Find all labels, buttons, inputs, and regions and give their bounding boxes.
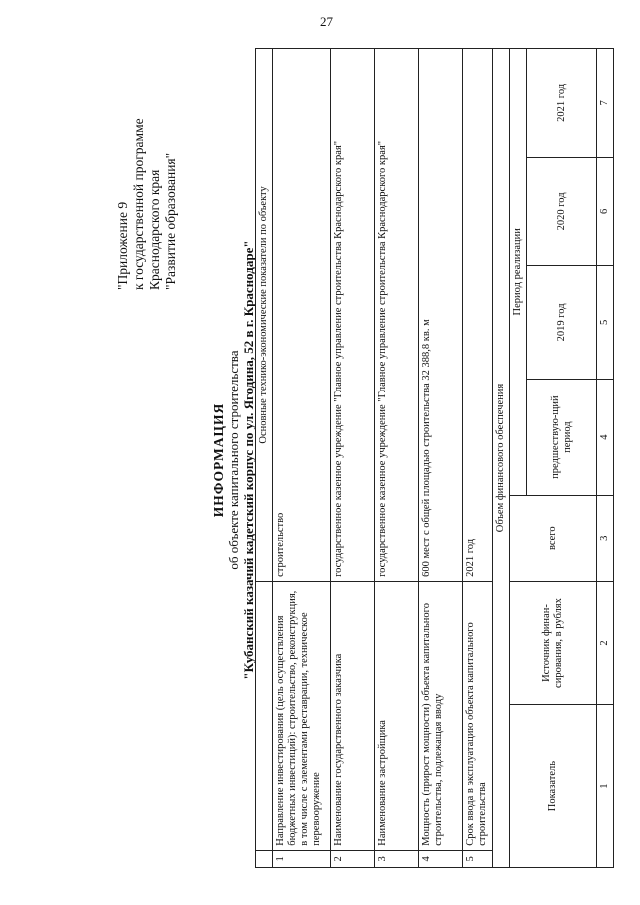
- col-number: 6: [597, 157, 614, 266]
- row-value: государственное казенное учреждение "Главное управление строительства Краснодарского края": [331, 49, 375, 582]
- title-line-3: "Кубанский казачий кадетский корпус по ул. Ягодина, 52 в г. Краснодаре": [241, 240, 256, 680]
- row-value: строительство: [273, 49, 331, 582]
- col-number: 3: [597, 495, 614, 581]
- table-row: [375, 49, 419, 868]
- column-number-row: [597, 49, 614, 868]
- appendix-note: [115, 50, 179, 290]
- table-row: [331, 49, 375, 868]
- table-row: [256, 49, 273, 868]
- header-source: Источник финан-сирования, в рублях: [510, 581, 597, 704]
- row-number: 5: [463, 850, 493, 867]
- section-header: Основные технико-экономические показатели по объекту: [256, 49, 273, 582]
- appendix-line: Краснодарского края: [147, 169, 162, 290]
- table-row: [463, 49, 493, 868]
- title-line-2: об объекте капитального строительства: [226, 350, 241, 570]
- header-2019: 2019 год: [527, 266, 597, 379]
- row-label: Наименование государственного заказчика: [331, 581, 375, 850]
- col-number: 1: [597, 705, 614, 868]
- header-indicator: Показатель: [510, 705, 597, 868]
- row-label: Срок ввода в эксплуатацию объекта капитального строительства: [463, 581, 493, 850]
- header-total: всего: [510, 495, 597, 581]
- row-value: 600 мест с общей площадью строительства 32 388,8 кв. м: [419, 49, 463, 582]
- section-header: Объем финансового обеспечения: [493, 49, 510, 868]
- table-row: [493, 49, 510, 868]
- row-label: Наименование застройщика: [375, 581, 419, 850]
- document-title: [211, 40, 256, 880]
- header-2020: 2020 год: [527, 157, 597, 266]
- col-number: 4: [597, 379, 614, 495]
- appendix-line: к государственной программе: [131, 118, 146, 290]
- header-2021: 2021 год: [527, 49, 597, 158]
- table-header-row: [510, 49, 527, 868]
- row-label: Направление инвестирования (цель осуществления бюджетных инвестиций): строительство, реконструкция, в том числе с элементами реставрации, техническое перевооружение: [273, 581, 331, 850]
- col-number: 5: [597, 266, 614, 379]
- table-row: [419, 49, 463, 868]
- header-period-group: Период реализации: [510, 49, 527, 496]
- row-label: Мощность (прирост мощности) объекта капитального строительства, подлежащая вводу: [419, 581, 463, 850]
- title-line-1: ИНФОРМАЦИЯ: [211, 402, 226, 518]
- row-value: 2021 год: [463, 49, 493, 582]
- row-number: 4: [419, 850, 463, 867]
- header-previous: предшествую-щий период: [527, 379, 597, 495]
- table-row: [273, 49, 331, 868]
- row-number: 3: [375, 850, 419, 867]
- appendix-line: "Приложение 9: [115, 201, 130, 290]
- col-number: 2: [597, 581, 614, 704]
- info-table: [255, 48, 614, 868]
- col-number: 7: [597, 49, 614, 158]
- appendix-line: "Развитие образования": [163, 152, 178, 290]
- row-value: государственное казенное учреждение "Главное управление строительства Краснодарского края": [375, 49, 419, 582]
- rotated-page-content: [105, 40, 640, 880]
- page-number: 27: [320, 14, 333, 29]
- row-number: 1: [273, 850, 331, 867]
- row-number: 2: [331, 850, 375, 867]
